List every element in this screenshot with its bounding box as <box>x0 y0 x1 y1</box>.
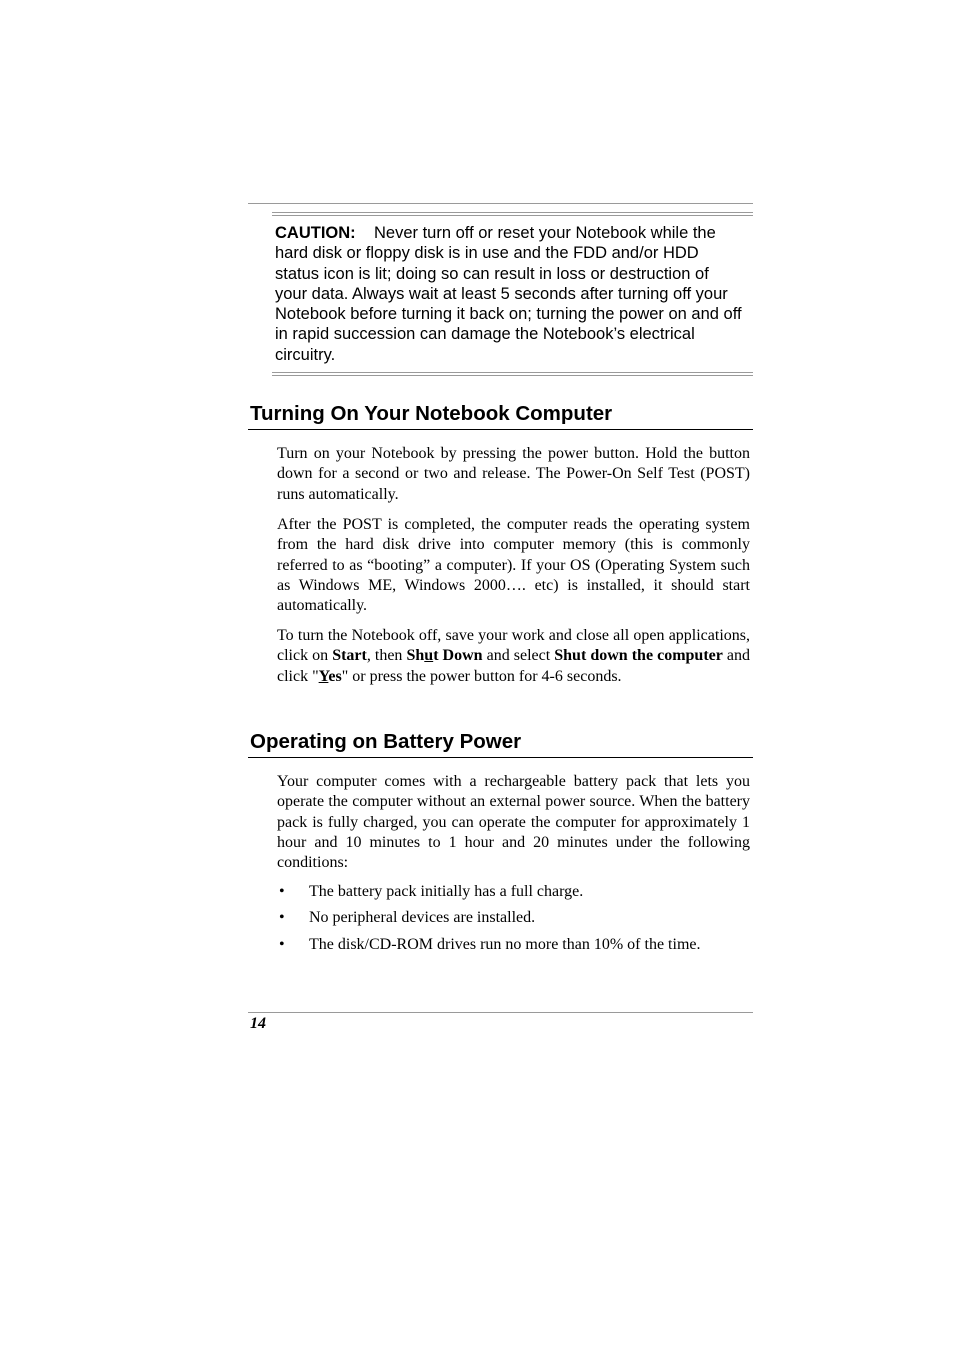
page-number: 14 <box>250 1015 266 1032</box>
bullet-icon: • <box>279 883 285 900</box>
footer-rule <box>248 1012 753 1013</box>
top-rule <box>248 203 753 204</box>
section-heading-battery: Operating on Battery Power <box>250 730 522 753</box>
heading-underline <box>248 757 753 758</box>
caution-box <box>275 223 745 365</box>
heading-underline <box>248 429 753 430</box>
shut-down-computer-label: Shut down the computer <box>554 647 723 665</box>
start-label: Start <box>332 647 367 665</box>
paragraph-turn-off: To turn the Notebook off, save your work and close all open applications, click on Start, then Shut Down and select Shut down the computer and click "Yes" or press the power button for 4-6 seconds. <box>277 627 751 685</box>
yes-label: Yes <box>318 667 342 685</box>
paragraph-power-on: Turn on your Notebook by pressing the power button. Hold the button down for a second or two and release. The Power-On Self Test (POST) runs automatically. <box>277 445 750 503</box>
caution-top-rule <box>272 212 753 216</box>
bullet-icon: • <box>279 909 285 926</box>
caution-bottom-rule <box>272 372 753 376</box>
paragraph-post: After the POST is completed, the computer reads the operating system from the hard disk drive into computer memory (this is commonly referred to as “booting” a computer). If your OS (Operating System such as Windows ME, Windows 2000…. etc) is installed, it should start automatically. <box>277 516 750 615</box>
caution-text: Never turn off or reset your Notebook while the hard disk or floppy disk is in use and the FDD and/or HDD status icon is lit; doing so can result in loss or destruction of your data. Always wait at least 5 seconds after turning off your Notebook before turning it back on; turning the power on and off in rapid succession can damage the Notebook’s electrical circuitry. <box>275 224 742 364</box>
caution-label: CAUTION: <box>275 224 356 242</box>
paragraph-battery: Your computer comes with a rechargeable battery pack that lets you operate the computer without an external power source. When the battery pack is fully charged, you can operate the computer for approximately 1 hour and 10 minutes to 1 hour and 20 minutes under the following conditions: <box>277 773 750 872</box>
shut-down-label: Shut Down <box>406 647 483 665</box>
bullet-icon: • <box>279 936 285 953</box>
section-heading-turning-on: Turning On Your Notebook Computer <box>250 402 613 425</box>
